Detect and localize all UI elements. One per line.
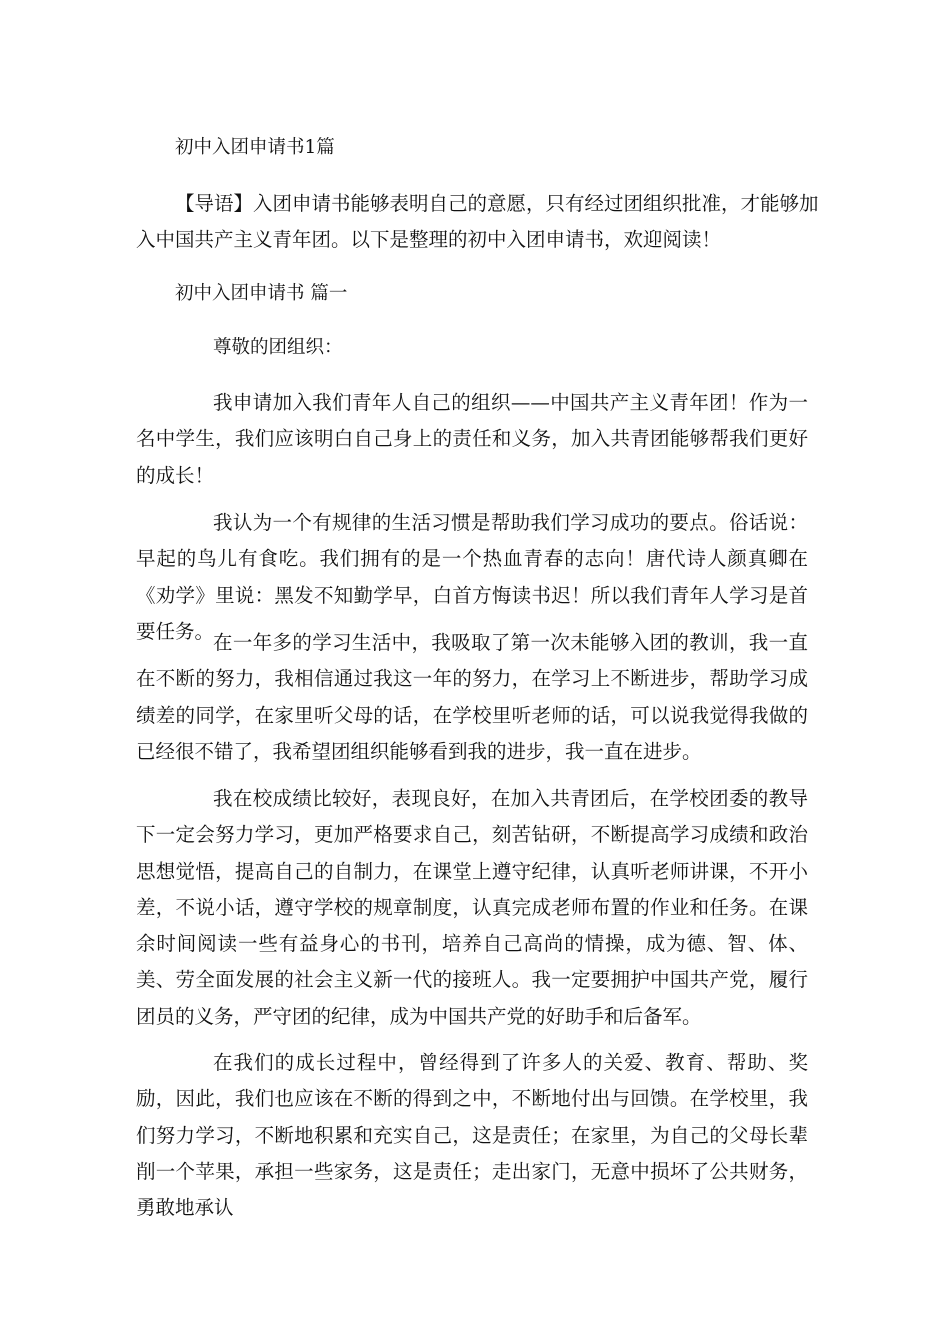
salutation: 尊敬的团组织： (213, 337, 343, 358)
document-title: 初中入团申请书1篇 (175, 137, 335, 158)
intro-line-1: 【导语】入团申请书能够表明自己的意愿，只有经过团组织批准，才能够加 (175, 192, 819, 215)
paragraph-2: 我认为一个有规律的生活习惯是帮助我们学习成功的要点。俗话说：早起的鸟儿有食吃。我们拥有的是一个热血青春的志向！唐代诗人颜真卿在《劝学》里说：黑发不知勤学早，白首方悔读书迟！所以我们青年人学习是首要任务。 (136, 511, 808, 643)
intro-line-2: 入中国共产主义青年团。以下是整理的初中入团申请书，欢迎阅读！ (136, 228, 722, 251)
paragraph-1: 我申请加入我们青年人自己的组织——中国共产主义青年团！作为一名中学生，我们应该明白自己身上的责任和义务，加入共青团能够帮我们更好的成长！ (136, 391, 808, 487)
paragraph-3: 在一年多的学习生活中，我吸取了第一次未能够入团的教训，我一直在不断的努力，我相信通过我这一年的努力，在学习上不断进步，帮助学习成绩差的同学，在家里听父母的话，在学校里听老师的话，可以说我觉得我做的已经很不错了，我希望团组织能够看到我的进步，我一直在进步。 (136, 631, 808, 763)
section-title: 初中入团申请书 篇一 (175, 283, 348, 304)
paragraph-4: 我在校成绩比较好，表现良好，在加入共青团后，在学校团委的教导下一定会努力学习，更加严格要求自己，刻苦钻研，不断提高学习成绩和政治思想觉悟，提高自己的自制力，在课堂上遵守纪律，认真听老师讲课，不开小差，不说小话，遵守学校的规章制度，认真完成老师布置的作业和任务。在课余时间阅读一些有益身心的书刊，培养自己高尚的情操，成为德、智、体、美、劳全面发展的社会主义新一代的接班人。我一定要拥护中国共产党，履行团员的义务，严守团的纪律，成为中国共产党的好助手和后备军。 (136, 787, 808, 1028)
paragraph-5: 在我们的成长过程中，曾经得到了许多人的关爱、教育、帮助、奖励，因此，我们也应该在不断的得到之中，不断地付出与回馈。在学校里，我们努力学习，不断地积累和充实自己，这是责任；在家里，为自己的父母长辈削一个苹果，承担一些家务，这是责任；走出家门，无意中损坏了公共财务，勇敢地承认 (136, 1051, 808, 1220)
